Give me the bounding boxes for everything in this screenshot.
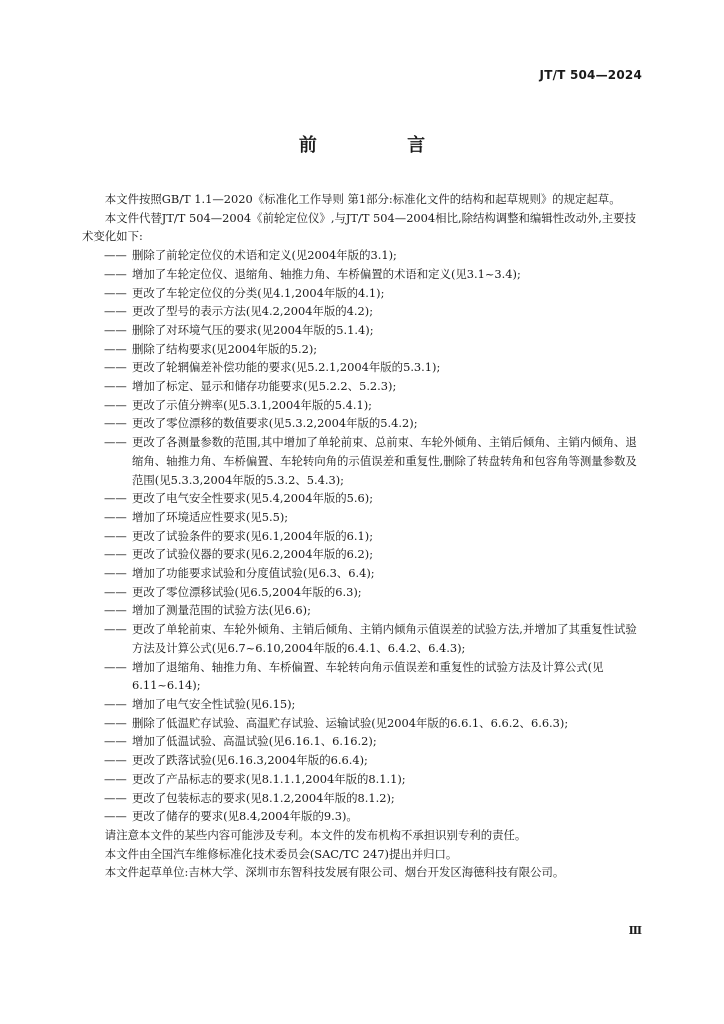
- change-text: 增加了电气安全性试验(见6.15);: [132, 696, 296, 711]
- dash-marker: ——: [104, 379, 127, 394]
- intro-paragraph-1: 本文件按照GB/T 1.1—2020《标准化工作导则 第1部分:标准化文件的结构和起草规则》的规定起草。: [104, 192, 621, 206]
- dash-marker: ——: [104, 696, 127, 711]
- dash-marker: ——: [104, 322, 127, 337]
- change-item: [82, 414, 640, 433]
- dash-marker: ——: [104, 659, 127, 674]
- change-text: 更改了零位漂移试验(见6.5,2004年版的6.3);: [132, 584, 362, 599]
- page-title: 前 言: [298, 135, 468, 156]
- page-number: Ⅲ: [628, 924, 642, 937]
- dash-marker: ——: [104, 771, 127, 786]
- change-text: 更改了零位漂移的数值要求(见5.3.2,2004年版的5.4.2);: [132, 416, 418, 431]
- dash-marker: ——: [104, 397, 127, 412]
- change-text: 增加了环境适应性要求(见5.5);: [132, 509, 289, 524]
- change-text: 增加了测量范围的试验方法(见6.6);: [132, 603, 311, 618]
- change-item: [82, 358, 640, 377]
- dash-marker: ——: [104, 528, 127, 543]
- change-text: 更改了车轮定位仪的分类(见4.1,2004年版的4.1);: [132, 285, 385, 300]
- dash-marker: ——: [104, 266, 127, 281]
- change-item: [82, 340, 640, 359]
- dash-marker: ——: [104, 547, 127, 562]
- change-item: [82, 545, 640, 564]
- intro-paragraph-2: 本文件代替JT/T 504—2004《前轮定位仪》,与JT/T 504—2004相比,除结构调整和编辑性改动外,主要技术变化如下:: [82, 210, 637, 244]
- change-text: 删除了前轮定位仪的术语和定义(见2004年版的3.1);: [132, 248, 397, 263]
- change-text: 更改了轮辋偏差补偿功能的要求(见5.2.1,2004年版的5.3.1);: [132, 360, 441, 375]
- change-item: [82, 489, 640, 508]
- dash-marker: ——: [104, 715, 127, 730]
- change-text: 更改了电气安全性要求(见5.4,2004年版的5.6);: [132, 491, 374, 506]
- change-item: [82, 789, 640, 808]
- change-item: [82, 695, 640, 714]
- change-text: 更改了型号的表示方法(见4.2,2004年版的4.2);: [132, 304, 374, 319]
- change-item: [82, 751, 640, 770]
- change-item: [82, 246, 640, 265]
- change-text: 更改了示值分辨率(见5.3.1,2004年版的5.4.1);: [132, 397, 372, 412]
- change-text: 更改了跌落试验(见6.16.3,2004年版的6.6.4);: [132, 753, 368, 768]
- change-item: [82, 508, 640, 527]
- change-text: 删除了结构要求(见2004年版的5.2);: [132, 341, 318, 356]
- change-item: [82, 433, 640, 489]
- change-item: [82, 583, 640, 602]
- change-item: [82, 321, 640, 340]
- patent-notice: 请注意本文件的某些内容可能涉及专利。本文件的发布机构不承担识别专利的责任。: [104, 827, 527, 842]
- dash-marker: ——: [104, 341, 127, 356]
- change-item: [82, 658, 640, 695]
- dash-marker: ——: [104, 435, 127, 450]
- change-item: [82, 377, 640, 396]
- change-text: 删除了低温贮存试验、高温贮存试验、运输试验(见2004年版的6.6.1、6.6.2、6.6.3);: [132, 715, 569, 730]
- change-text: 增加了车轮定位仪、退缩角、轴推力角、车桥偏置的术语和定义(见3.1~3.4);: [132, 266, 521, 281]
- change-item: [82, 564, 640, 583]
- change-item: [82, 770, 640, 789]
- change-text: 更改了单轮前束、车轮外倾角、主销后倾角、主销内倾角示值误差的试验方法,并增加了其重复性试验方法及计算公式(见6.7~6.10,2004年版的6.4.1、6.4.2、6.4.3);: [132, 622, 637, 655]
- change-text: 更改了试验条件的要求(见6.1,2004年版的6.1);: [132, 528, 374, 543]
- change-text: 增加了标定、显示和储存功能要求(见5.2.2、5.2.3);: [132, 379, 397, 394]
- dash-marker: ——: [104, 491, 127, 506]
- dash-marker: ——: [104, 584, 127, 599]
- change-text: 增加了功能要求试验和分度值试验(见6.3、6.4);: [132, 566, 375, 581]
- change-item: [82, 527, 640, 546]
- change-text: 增加了低温试验、高温试验(见6.16.1、6.16.2);: [132, 734, 377, 749]
- dash-marker: ——: [104, 248, 127, 263]
- dash-marker: ——: [104, 809, 127, 824]
- standard-code-header: JT/T 504—2024: [539, 68, 642, 82]
- dash-marker: ——: [104, 734, 127, 749]
- change-item: [82, 807, 640, 826]
- drafting-units: 本文件起草单位:吉林大学、深圳市东智科技发展有限公司、烟台开发区海德科技有限公司。: [104, 865, 565, 880]
- dash-marker: ——: [104, 509, 127, 524]
- dash-marker: ——: [104, 285, 127, 300]
- change-text: 更改了包装标志的要求(见8.1.2,2004年版的8.1.2);: [132, 790, 395, 805]
- dash-marker: ——: [104, 304, 127, 319]
- change-item: [82, 714, 640, 733]
- proposer-statement: 本文件由全国汽车维修标准化技术委员会(SAC/TC 247)提出并归口。: [104, 846, 458, 861]
- change-item: [82, 732, 640, 751]
- dash-marker: ——: [104, 566, 127, 581]
- change-text: 更改了试验仪器的要求(见6.2,2004年版的6.2);: [132, 547, 374, 562]
- dash-marker: ——: [104, 622, 127, 637]
- change-item: [82, 284, 640, 303]
- change-item: [82, 601, 640, 620]
- dash-marker: ——: [104, 416, 127, 431]
- change-item: [82, 265, 640, 284]
- change-text: 更改了储存的要求(见8.4,2004年版的9.3)。: [132, 809, 358, 824]
- change-text: 更改了产品标志的要求(见8.1.1.1,2004年版的8.1.1);: [132, 771, 406, 786]
- change-text: 更改了各测量参数的范围,其中增加了单轮前束、总前束、车轮外倾角、主销后倾角、主销内倾角、退缩角、轴推力角、车桥偏置、车轮转向角的示值误差和重复性,删除了转盘转角和包容角等测量参数及范围(见5.3.3,2004年版的5.3.2、5.4.3);: [132, 435, 637, 487]
- change-text: 删除了对环境气压的要求(见2004年版的5.1.4);: [132, 322, 374, 337]
- dash-marker: ——: [104, 360, 127, 375]
- document-body: [82, 190, 640, 882]
- dash-marker: ——: [104, 790, 127, 805]
- change-text: 增加了退缩角、轴推力角、车桥偏置、车轮转向角示值误差和重复性的试验方法及计算公式(见6.11~6.14);: [132, 659, 604, 693]
- change-item: [82, 396, 640, 415]
- change-item: [82, 620, 640, 657]
- dash-marker: ——: [104, 753, 127, 768]
- dash-marker: ——: [104, 603, 127, 618]
- change-item: [82, 302, 640, 321]
